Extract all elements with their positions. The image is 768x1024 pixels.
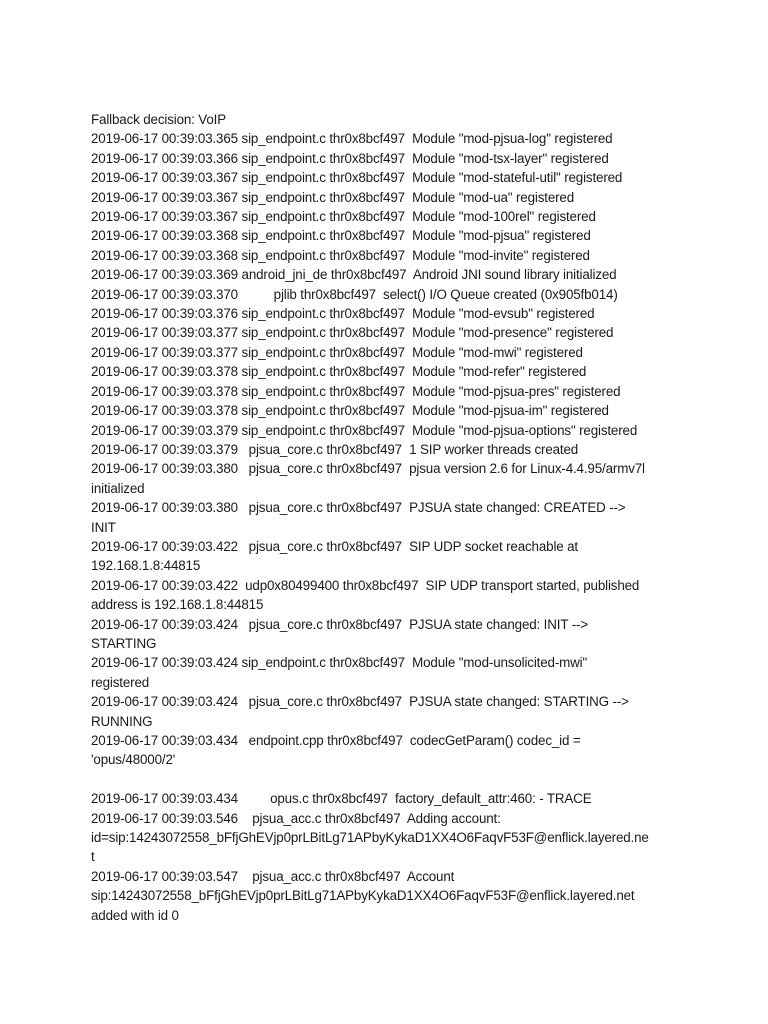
log-line: 192.168.1.8:44815 [91, 558, 201, 574]
log-line: 2019-06-17 00:39:03.378 sip_endpoint.c thr0x8bcf497 Module "mod-refer" registered [91, 364, 587, 380]
log-line: 2019-06-17 00:39:03.379 sip_endpoint.c thr0x8bcf497 Module "mod-pjsua-options" registered [91, 422, 638, 438]
log-line: id=sip:14243072558_bFfjGhEVjp0prLBitLg71APbyKykaD1XX4O6FaqvF53F@enflick.layered.ne [91, 830, 649, 846]
log-line: 2019-06-17 00:39:03.367 sip_endpoint.c thr0x8bcf497 Module "mod-ua" registered [91, 189, 575, 205]
log-line: 2019-06-17 00:39:03.422 pjsua_core.c thr0x8bcf497 SIP UDP socket reachable at [91, 538, 579, 554]
log-line: 2019-06-17 00:39:03.368 sip_endpoint.c thr0x8bcf497 Module "mod-pjsua" registered [91, 228, 591, 244]
log-line: 2019-06-17 00:39:03.369 android_jni_de thr0x8bcf497 Android JNI sound library initialized [91, 267, 617, 283]
log-line: 2019-06-17 00:39:03.366 sip_endpoint.c thr0x8bcf497 Module "mod-tsx-layer" registered [91, 150, 609, 166]
log-line: added with id 0 [91, 907, 179, 923]
log-line: 2019-06-17 00:39:03.365 sip_endpoint.c thr0x8bcf497 Module "mod-pjsua-log" registered [91, 131, 613, 147]
log-line: 2019-06-17 00:39:03.434 endpoint.cpp thr0x8bcf497 codecGetParam() codec_id = [91, 733, 581, 748]
log-line: 2019-06-17 00:39:03.424 pjsua_core.c thr0x8bcf497 PJSUA state changed: STARTING --> [91, 694, 629, 710]
log-line: 2019-06-17 00:39:03.379 pjsua_core.c thr0x8bcf497 1 SIP worker threads created [91, 441, 579, 457]
log-line: 2019-06-17 00:39:03.367 sip_endpoint.c thr0x8bcf497 Module "mod-stateful-util" registered [91, 170, 623, 186]
log-line: 2019-06-17 00:39:03.378 sip_endpoint.c thr0x8bcf497 Module "mod-pjsua-im" registered [91, 403, 609, 419]
log-line: STARTING [91, 635, 157, 651]
log-line: 2019-06-17 00:39:03.380 pjsua_core.c thr0x8bcf497 PJSUA state changed: CREATED --> [91, 500, 626, 516]
log-line: 2019-06-17 00:39:03.367 sip_endpoint.c thr0x8bcf497 Module "mod-100rel" registered [91, 209, 596, 225]
log-line: initialized [91, 480, 145, 496]
log-line: sip:14243072558_bFfjGhEVjp0prLBitLg71APbyKykaD1XX4O6FaqvF53F@enflick.layered.net [91, 888, 635, 904]
log-line: 'opus/48000/2' [91, 752, 176, 768]
log-line: 2019-06-17 00:39:03.547 pjsua_acc.c thr0x8bcf497 Account [91, 868, 455, 884]
log-line: 2019-06-17 00:39:03.380 pjsua_core.c thr0x8bcf497 pjsua version 2.6 for Linux-4.4.95/armv7l [91, 461, 645, 477]
log-line: 2019-06-17 00:39:03.370 pjlib thr0x8bcf497 select() I/O Queue created (0x905fb014) [91, 286, 618, 302]
log-line: Fallback decision: VoIP [91, 112, 226, 127]
log-line: t [91, 849, 95, 865]
log-line: 2019-06-17 00:39:03.377 sip_endpoint.c thr0x8bcf497 Module "mod-mwi" registered [91, 344, 583, 360]
log-line: 2019-06-17 00:39:03.422 udp0x80499400 thr0x8bcf497 SIP UDP transport started, published [91, 577, 640, 593]
log-line: 2019-06-17 00:39:03.377 sip_endpoint.c thr0x8bcf497 Module "mod-presence" registered [91, 325, 614, 341]
log-line: 2019-06-17 00:39:03.546 pjsua_acc.c thr0x8bcf497 Adding account: [91, 810, 501, 826]
log-line: RUNNING [91, 713, 153, 729]
log-line: address is 192.168.1.8:44815 [91, 597, 264, 613]
log-line: 2019-06-17 00:39:03.424 sip_endpoint.c thr0x8bcf497 Module "mod-unsolicited-mwi" [91, 655, 588, 671]
log-line: 2019-06-17 00:39:03.424 pjsua_core.c thr0x8bcf497 PJSUA state changed: INIT --> [91, 616, 588, 632]
log-line: 2019-06-17 00:39:03.378 sip_endpoint.c thr0x8bcf497 Module "mod-pjsua-pres" registered [91, 383, 621, 399]
log-blank-line [91, 770, 691, 789]
log-line: registered [91, 674, 150, 690]
log-text-block [91, 110, 691, 925]
log-line: 2019-06-17 00:39:03.434 opus.c thr0x8bcf497 factory_default_attr:460: - TRACE [91, 791, 592, 807]
log-line: 2019-06-17 00:39:03.368 sip_endpoint.c thr0x8bcf497 Module "mod-invite" registered [91, 247, 590, 263]
log-line: INIT [91, 519, 116, 535]
log-line: 2019-06-17 00:39:03.376 sip_endpoint.c thr0x8bcf497 Module "mod-evsub" registered [91, 306, 595, 322]
